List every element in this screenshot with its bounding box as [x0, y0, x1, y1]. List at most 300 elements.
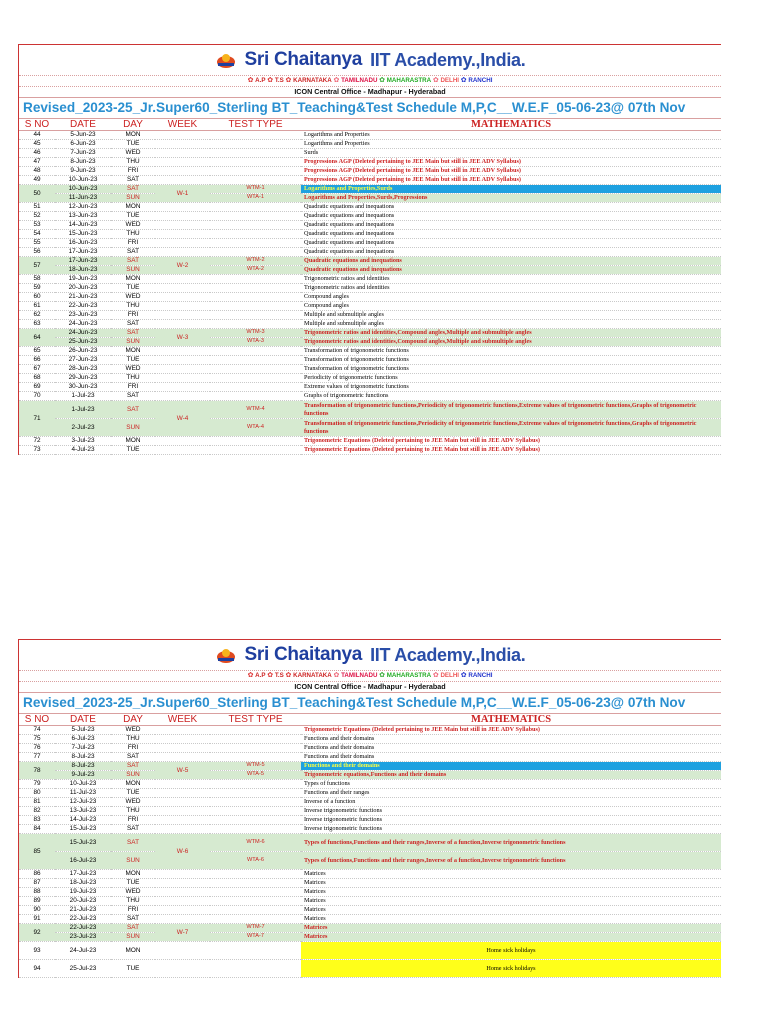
date-cell: 22-Jun-23 [55, 302, 111, 311]
table-row [19, 248, 721, 257]
topic-cell: Inverse trigonometric functions [301, 825, 721, 834]
col-test-type: TEST TYPE [210, 714, 301, 726]
table-cell [210, 870, 301, 879]
day-cell: FRI [111, 744, 155, 753]
sno-cell: 68 [19, 374, 55, 383]
sno-cell: 70 [19, 392, 55, 401]
table-cell [210, 365, 301, 374]
date-cell: 17-Jun-23 [55, 257, 111, 266]
table-row [19, 383, 721, 392]
table-cell [210, 239, 301, 248]
day-cell: SAT [111, 924, 155, 933]
date-cell: 15-Jul-23 [55, 834, 111, 852]
state-label: RANCHI [468, 77, 493, 84]
schedule-page-1 [18, 44, 721, 455]
table-row [19, 906, 721, 915]
table-row [19, 230, 721, 239]
topic-cell: Logarithms and Properties [301, 140, 721, 149]
date-cell: 14-Jul-23 [55, 816, 111, 825]
table-row [19, 780, 721, 789]
brand-suffix: IIT Academy.,India. [370, 49, 526, 70]
table-row-test [19, 834, 721, 852]
topic-cell: Inverse trigonometric functions [301, 816, 721, 825]
topic-cell: Transformation of trigonometric functions,Periodicity of trigonometric functions,Extreme values of trigonometric functions,Graphs of trigonometric functions [301, 401, 721, 419]
day-cell: THU [111, 230, 155, 239]
day-cell: TUE [111, 356, 155, 365]
table-cell [155, 158, 210, 167]
table-cell [155, 383, 210, 392]
day-cell: SAT [111, 762, 155, 771]
table-cell [155, 870, 210, 879]
state-label: A.P [255, 672, 266, 679]
day-cell: SAT [111, 834, 155, 852]
day-cell: MON [111, 437, 155, 446]
table-cell [210, 167, 301, 176]
topic-cell: Functions and their domains [301, 744, 721, 753]
table-row-test [19, 419, 721, 437]
date-cell: 4-Jul-23 [55, 446, 111, 455]
topic-cell: Trigonometric Equations (Deleted pertaining to JEE Main but still in JEE ADV Syllabus) [301, 726, 721, 735]
topic-cell: Progressions AGP (Deleted pertaining to JEE Main but still in JEE ADV Syllabus) [301, 158, 721, 167]
date-cell: 13-Jun-23 [55, 212, 111, 221]
table-cell [155, 726, 210, 735]
topic-cell: Types of functions [301, 780, 721, 789]
topic-cell: Progressions AGP (Deleted pertaining to JEE Main but still in JEE ADV Syllabus) [301, 167, 721, 176]
test-type-cell: WTM-1 [210, 185, 301, 194]
day-cell: SAT [111, 392, 155, 401]
sno-cell: 54 [19, 230, 55, 239]
topic-cell: Quadratic equations and inequations [301, 266, 721, 275]
date-cell: 21-Jul-23 [55, 906, 111, 915]
day-cell: SAT [111, 753, 155, 762]
state-label: T.S [274, 672, 284, 679]
topic-cell: Periodicity of trigonometric functions [301, 374, 721, 383]
table-row-test [19, 266, 721, 275]
day-cell: THU [111, 735, 155, 744]
table-row [19, 275, 721, 284]
topic-cell: Matrices [301, 915, 721, 924]
topic-cell: Home sick holidays [301, 942, 721, 960]
date-cell: 9-Jul-23 [55, 771, 111, 780]
col-day: DAY [111, 119, 155, 131]
table-row [19, 915, 721, 924]
date-cell: 16-Jul-23 [55, 852, 111, 870]
day-cell: THU [111, 897, 155, 906]
sno-cell: 64 [19, 329, 55, 347]
sno-cell: 53 [19, 221, 55, 230]
day-cell: SAT [111, 257, 155, 266]
day-cell: SAT [111, 185, 155, 194]
col-week: WEEK [155, 119, 210, 131]
week-cell: W-3 [155, 329, 210, 347]
table-row [19, 293, 721, 302]
date-cell: 21-Jun-23 [55, 293, 111, 302]
topic-cell: Matrices [301, 924, 721, 933]
day-cell: SAT [111, 915, 155, 924]
day-cell: SAT [111, 329, 155, 338]
sno-cell: 66 [19, 356, 55, 365]
table-cell [155, 888, 210, 897]
table-row [19, 960, 721, 978]
table-cell [155, 816, 210, 825]
brand-name: Sri Chaitanya [244, 49, 363, 70]
date-cell: 19-Jul-23 [55, 888, 111, 897]
sno-cell: 48 [19, 167, 55, 176]
sno-cell: 51 [19, 203, 55, 212]
sno-cell: 71 [19, 401, 55, 437]
sno-cell: 74 [19, 726, 55, 735]
day-cell: TUE [111, 284, 155, 293]
topic-cell: Quadratic equations and inequations [301, 239, 721, 248]
day-cell: MON [111, 870, 155, 879]
table-row [19, 140, 721, 149]
date-cell: 2-Jul-23 [55, 419, 111, 437]
date-cell: 6-Jun-23 [55, 140, 111, 149]
table-row [19, 284, 721, 293]
state-label: KARNATAKA [293, 672, 332, 679]
date-cell: 12-Jul-23 [55, 798, 111, 807]
table-cell [210, 744, 301, 753]
table-cell [210, 780, 301, 789]
date-cell: 23-Jul-23 [55, 933, 111, 942]
date-cell: 23-Jun-23 [55, 311, 111, 320]
table-row [19, 221, 721, 230]
state-label: KARNATAKA [293, 77, 332, 84]
topic-cell: Functions and their domains [301, 753, 721, 762]
col-day: DAY [111, 714, 155, 726]
test-type-cell: WTM-2 [210, 257, 301, 266]
table-cell [210, 293, 301, 302]
week-cell: W-6 [155, 834, 210, 870]
topic-cell: Matrices [301, 870, 721, 879]
date-cell: 5-Jun-23 [55, 131, 111, 140]
table-header-row [19, 119, 721, 131]
table-cell [155, 176, 210, 185]
day-cell: WED [111, 365, 155, 374]
table-row-test [19, 762, 721, 771]
topic-cell: Home sick holidays [301, 960, 721, 978]
table-cell [210, 320, 301, 329]
table-cell [210, 915, 301, 924]
day-cell: WED [111, 221, 155, 230]
day-cell: SAT [111, 248, 155, 257]
table-row [19, 825, 721, 834]
table-row-test [19, 257, 721, 266]
date-cell: 10-Jun-23 [55, 185, 111, 194]
table-cell [210, 230, 301, 239]
date-cell: 15-Jun-23 [55, 230, 111, 239]
date-cell: 8-Jul-23 [55, 762, 111, 771]
sno-cell: 92 [19, 924, 55, 942]
state-label: T.S [274, 77, 284, 84]
date-cell: 29-Jun-23 [55, 374, 111, 383]
table-row [19, 176, 721, 185]
date-cell: 25-Jul-23 [55, 960, 111, 978]
table-cell [210, 347, 301, 356]
topic-cell: Trigonometric ratios and identities [301, 284, 721, 293]
table-cell [210, 816, 301, 825]
table-row [19, 302, 721, 311]
sno-cell: 50 [19, 185, 55, 203]
day-cell: SAT [111, 320, 155, 329]
table-cell [210, 131, 301, 140]
table-row [19, 446, 721, 455]
topic-cell: Types of functions,Functions and their ranges,Inverse of a function,Inverse trigonometric functions [301, 834, 721, 852]
test-type-cell: WTA-3 [210, 338, 301, 347]
table-row-test [19, 924, 721, 933]
table-cell [155, 392, 210, 401]
date-cell: 11-Jun-23 [55, 194, 111, 203]
sno-cell: 88 [19, 888, 55, 897]
test-type-cell: WTA-6 [210, 852, 301, 870]
sno-cell: 67 [19, 365, 55, 374]
table-cell [155, 915, 210, 924]
table-cell [210, 311, 301, 320]
table-row [19, 212, 721, 221]
date-cell: 13-Jul-23 [55, 807, 111, 816]
table-cell [210, 212, 301, 221]
sno-cell: 57 [19, 257, 55, 275]
table-cell [155, 347, 210, 356]
table-cell [210, 176, 301, 185]
sno-cell: 82 [19, 807, 55, 816]
table-cell [155, 167, 210, 176]
table-cell [210, 942, 301, 960]
topic-cell: Logarithms and Properties [301, 131, 721, 140]
topic-cell: Progressions AGP (Deleted pertaining to JEE Main but still in JEE ADV Syllabus) [301, 176, 721, 185]
date-cell: 20-Jun-23 [55, 284, 111, 293]
table-cell [155, 356, 210, 365]
table-row [19, 203, 721, 212]
day-cell: SAT [111, 401, 155, 419]
table-cell [210, 825, 301, 834]
col-sno: S NO [19, 119, 55, 131]
table-cell [155, 807, 210, 816]
topic-cell: Multiple and submultiple angles [301, 320, 721, 329]
col-date: DATE [55, 714, 111, 726]
table-row [19, 942, 721, 960]
day-cell: WED [111, 798, 155, 807]
topic-cell: Functions and their ranges [301, 789, 721, 798]
brand-header [19, 45, 721, 76]
test-type-cell: WTM-6 [210, 834, 301, 852]
table-row [19, 816, 721, 825]
sno-cell: 86 [19, 870, 55, 879]
topic-cell: Quadratic equations and inequations [301, 221, 721, 230]
table-row [19, 239, 721, 248]
day-cell: TUE [111, 140, 155, 149]
test-type-cell: WTA-7 [210, 933, 301, 942]
topic-cell: Trigonometric Equations (Deleted pertaining to JEE Main but still in JEE ADV Syllabus) [301, 437, 721, 446]
week-cell: W-2 [155, 257, 210, 275]
date-cell: 12-Jun-23 [55, 203, 111, 212]
sno-cell: 80 [19, 789, 55, 798]
states-line: ✿ A.P ✿ T.S ✿ KARNATAKA ✿ TAMILNADU ✿ MAHARASTRA ✿ DELHI ✿ RANCHI [19, 671, 721, 682]
table-cell [210, 906, 301, 915]
sno-cell: 94 [19, 960, 55, 978]
table-row-test [19, 771, 721, 780]
date-cell: 18-Jul-23 [55, 879, 111, 888]
table-cell [210, 735, 301, 744]
topic-cell: Transformation of trigonometric functions [301, 347, 721, 356]
day-cell: FRI [111, 167, 155, 176]
day-cell: TUE [111, 960, 155, 978]
table-row [19, 392, 721, 401]
topic-cell: Compound angles [301, 293, 721, 302]
table-cell [210, 140, 301, 149]
sno-cell: 93 [19, 942, 55, 960]
table-cell [210, 203, 301, 212]
table-cell [155, 906, 210, 915]
date-cell: 24-Jul-23 [55, 942, 111, 960]
topic-cell: Quadratic equations and inequations [301, 257, 721, 266]
table-row-test [19, 329, 721, 338]
table-cell [210, 356, 301, 365]
date-cell: 28-Jun-23 [55, 365, 111, 374]
table-row-test [19, 185, 721, 194]
table-row [19, 897, 721, 906]
table-cell [155, 942, 210, 960]
table-cell [155, 365, 210, 374]
table-cell [210, 879, 301, 888]
day-cell: THU [111, 374, 155, 383]
week-cell: W-4 [155, 401, 210, 437]
state-label: TAMILNADU [341, 672, 378, 679]
table-row [19, 311, 721, 320]
topic-cell: Trigonometric Equations (Deleted pertaining to JEE Main but still in JEE ADV Syllabus) [301, 446, 721, 455]
sno-cell: 59 [19, 284, 55, 293]
day-cell: TUE [111, 789, 155, 798]
topic-cell: Inverse of a function [301, 798, 721, 807]
table-row [19, 789, 721, 798]
day-cell: MON [111, 347, 155, 356]
table-row [19, 131, 721, 140]
date-cell: 10-Jul-23 [55, 780, 111, 789]
sno-cell: 44 [19, 131, 55, 140]
table-row-test [19, 194, 721, 203]
topic-cell: Quadratic equations and inequations [301, 203, 721, 212]
table-cell [155, 221, 210, 230]
day-cell: FRI [111, 906, 155, 915]
topic-cell: Inverse trigonometric functions [301, 807, 721, 816]
day-cell: SUN [111, 338, 155, 347]
state-label: A.P [255, 77, 266, 84]
table-header-row [19, 714, 721, 726]
day-cell: MON [111, 780, 155, 789]
day-cell: MON [111, 203, 155, 212]
topic-cell: Surds [301, 149, 721, 158]
date-cell: 3-Jul-23 [55, 437, 111, 446]
day-cell: MON [111, 275, 155, 284]
table-cell [155, 140, 210, 149]
table-cell [155, 789, 210, 798]
table-cell [155, 446, 210, 455]
table-cell [155, 437, 210, 446]
table-cell [155, 825, 210, 834]
table-cell [155, 374, 210, 383]
topic-cell: Trigonometric ratios and identities,Compound angles,Multiple and submultiple angles [301, 338, 721, 347]
date-cell: 8-Jun-23 [55, 158, 111, 167]
table-cell [210, 789, 301, 798]
table-cell [210, 158, 301, 167]
topic-cell: Logarithms and Properties,Surds [301, 185, 721, 194]
date-cell: 10-Jun-23 [55, 176, 111, 185]
schedule-table [19, 119, 721, 455]
day-cell: FRI [111, 383, 155, 392]
table-cell [155, 230, 210, 239]
office-line: ICON Central Office - Madhapur - Hyderabad [19, 682, 721, 693]
table-row [19, 807, 721, 816]
sno-cell: 90 [19, 906, 55, 915]
table-row [19, 879, 721, 888]
table-cell [155, 320, 210, 329]
table-cell [210, 275, 301, 284]
table-cell [210, 302, 301, 311]
day-cell: SAT [111, 825, 155, 834]
table-cell [155, 897, 210, 906]
schedule-table [19, 714, 721, 978]
table-cell [155, 239, 210, 248]
day-cell: TUE [111, 446, 155, 455]
sno-cell: 52 [19, 212, 55, 221]
day-cell: SUN [111, 266, 155, 275]
sno-cell: 55 [19, 239, 55, 248]
col-week: WEEK [155, 714, 210, 726]
week-cell: W-5 [155, 762, 210, 780]
table-row [19, 320, 721, 329]
date-cell: 6-Jul-23 [55, 735, 111, 744]
table-cell [155, 311, 210, 320]
topic-cell: Extreme values of trigonometric functions [301, 383, 721, 392]
test-type-cell: WTM-3 [210, 329, 301, 338]
day-cell: SUN [111, 194, 155, 203]
table-cell [155, 284, 210, 293]
day-cell: THU [111, 807, 155, 816]
date-cell: 11-Jul-23 [55, 789, 111, 798]
topic-cell: Trigonometric ratios and identities,Compound angles,Multiple and submultiple angles [301, 329, 721, 338]
sno-cell: 61 [19, 302, 55, 311]
table-cell [155, 203, 210, 212]
day-cell: WED [111, 149, 155, 158]
sno-cell: 65 [19, 347, 55, 356]
brand-name: Sri Chaitanya [244, 644, 363, 665]
table-cell [210, 446, 301, 455]
test-type-cell: WTA-1 [210, 194, 301, 203]
date-cell: 1-Jul-23 [55, 401, 111, 419]
table-cell [210, 383, 301, 392]
office-line: ICON Central Office - Madhapur - Hyderabad [19, 87, 721, 98]
topic-cell: Matrices [301, 933, 721, 942]
sno-cell: 56 [19, 248, 55, 257]
state-label: RANCHI [468, 672, 493, 679]
schedule-title: Revised_2023-25_Jr.Super60_Sterling BT_Teaching&Test Schedule M,P,C__W.E.F_05-06-23@ 07th Nov [19, 693, 721, 714]
sno-cell: 47 [19, 158, 55, 167]
date-cell: 14-Jun-23 [55, 221, 111, 230]
date-cell: 20-Jul-23 [55, 897, 111, 906]
topic-cell: Trigonometric equations,Functions and their domains [301, 771, 721, 780]
topic-cell: Functions and their domains [301, 762, 721, 771]
table-cell [210, 248, 301, 257]
table-cell [155, 780, 210, 789]
test-type-cell: WTA-2 [210, 266, 301, 275]
sno-cell: 73 [19, 446, 55, 455]
table-cell [155, 753, 210, 762]
chaitanya-logo-icon [215, 51, 237, 69]
table-row [19, 356, 721, 365]
sno-cell: 46 [19, 149, 55, 158]
table-row [19, 798, 721, 807]
test-type-cell: WTM-5 [210, 762, 301, 771]
